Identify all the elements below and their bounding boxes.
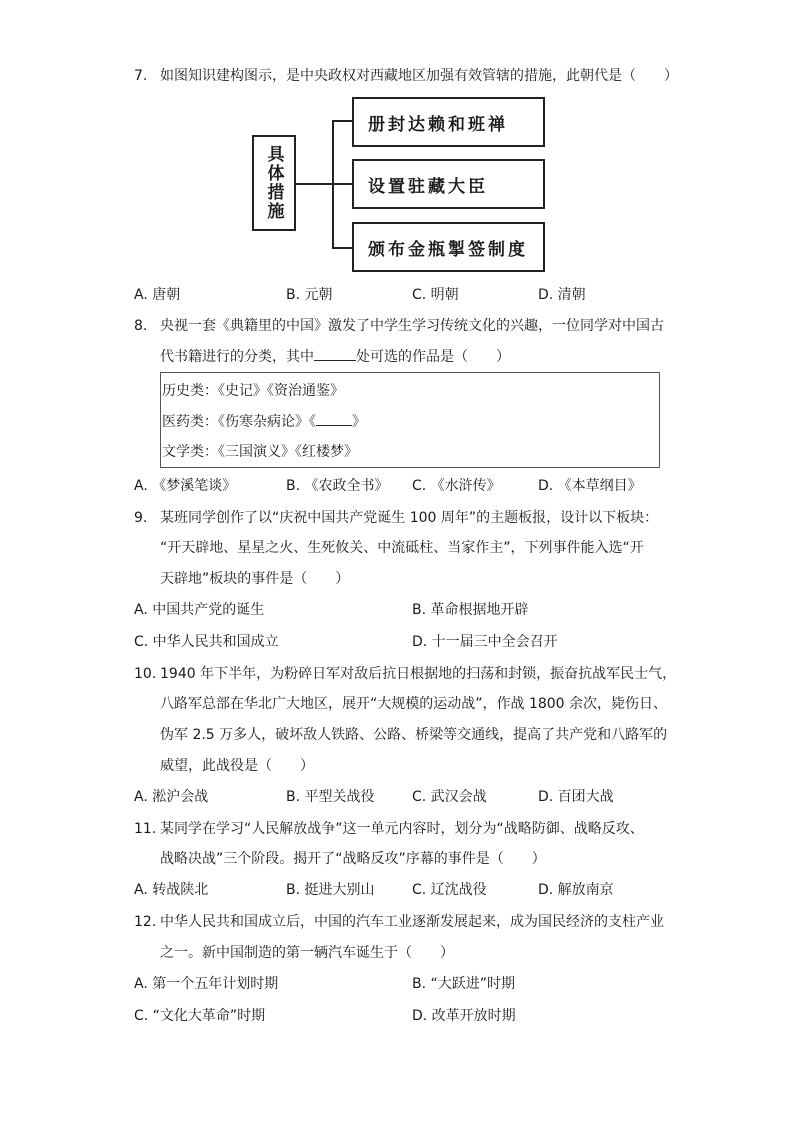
- q8-table-row-medicine: [162, 411, 366, 433]
- q11-number: 11.: [134, 821, 157, 837]
- diagram-item-1: 册封达赖和班禅: [352, 97, 545, 147]
- q7-option-c[interactable]: C. 明朝: [412, 287, 459, 303]
- q7-number: 7.: [134, 68, 148, 84]
- q8-classification-table: [160, 372, 660, 468]
- q7-option-b[interactable]: B. 元朝: [286, 287, 333, 303]
- q11-stem-line2: 战略决战”三个阶段。揭开了“战略反攻”序幕的事件是（ ）: [160, 851, 546, 867]
- q8-option-b[interactable]: B. 《农政全书》: [286, 478, 389, 494]
- q10-stem-line2: 八路军总部在华北广大地区，展开“大规模的运动战”，作战 1800 余次，毙伤日、: [160, 696, 668, 712]
- diagram-connector-2: [332, 183, 352, 185]
- q8-table-row-literature: 文学类：《三国演义》《红楼梦》: [162, 444, 358, 460]
- q10-option-a[interactable]: A. 淞沪会战: [134, 789, 209, 805]
- diagram-item-3: 颁布金瓶掣签制度: [352, 222, 545, 272]
- q9-option-b[interactable]: B. 革命根据地开辟: [412, 602, 529, 618]
- q10-option-d[interactable]: D. 百团大战: [538, 789, 614, 805]
- diagram-connector-main: [296, 183, 332, 185]
- diagram-connector-1: [332, 120, 352, 122]
- q11-option-a[interactable]: A. 转战陕北: [134, 882, 209, 898]
- q11-option-d[interactable]: D. 解放南京: [538, 882, 614, 898]
- q10-option-b[interactable]: B. 平型关战役: [286, 789, 375, 805]
- diagram-root-label: 具体措施: [252, 135, 296, 231]
- q8-option-a[interactable]: A. 《梦溪笔谈》: [134, 478, 237, 494]
- diagram-connector-3: [332, 247, 352, 249]
- q9-number: 9.: [134, 510, 148, 526]
- q8-table-row-history: 历史类：《史记》《资治通鉴》: [162, 383, 344, 399]
- q9-stem-line2: “开天辟地、星星之火、生死攸关、中流砥柱、当家作主”，下列事件能入选“开: [160, 540, 644, 556]
- q10-number: 10.: [134, 666, 157, 682]
- q9-option-c[interactable]: C. 中华人民共和国成立: [134, 634, 279, 650]
- q8-option-c[interactable]: C. 《水浒传》: [412, 478, 501, 494]
- q8-stem-line2-a: 代书籍进行的分类，其中: [160, 349, 314, 365]
- q10-stem-line1: 1940 年下半年，为粉碎日军对敌后抗日根据地的扫荡和封锁，振奋抗战军民士气，: [160, 666, 677, 682]
- q11-option-c[interactable]: C. 辽沈战役: [412, 882, 487, 898]
- q12-option-b[interactable]: B. “大跃进”时期: [412, 976, 516, 992]
- q7-stem: 如图知识建构图示，是中央政权对西藏地区加强有效管辖的措施，此朝代是（ ）: [160, 68, 678, 84]
- q10-stem-line3: 伪军 2.5 万多人，破坏敌人铁路、公路、桥梁等交通线，提高了共产党和八路军的: [160, 727, 668, 743]
- q7-option-a[interactable]: A. 唐朝: [134, 287, 181, 303]
- q7-option-d[interactable]: D. 清朝: [538, 287, 586, 303]
- q8-table-row-medicine-a: 医药类：《伤寒杂病论》《: [162, 414, 316, 430]
- q7-knowledge-diagram: [250, 95, 550, 275]
- q8-blank: [314, 346, 356, 361]
- q9-option-a[interactable]: A. 中国共产党的诞生: [134, 602, 265, 618]
- q8-stem-line2: [160, 346, 510, 366]
- q12-number: 12.: [134, 914, 157, 930]
- q8-stem-line1: 央视一套《典籍里的中国》激发了中学生学习传统文化的兴趣，一位同学对中国古: [160, 318, 664, 334]
- q12-option-c[interactable]: C. “文化大革命”时期: [134, 1008, 266, 1024]
- q12-stem-line1: 中华人民共和国成立后，中国的汽车工业逐渐发展起来，成为国民经济的支柱产业: [160, 914, 664, 930]
- q12-option-a[interactable]: A. 第一个五年计划时期: [134, 976, 279, 992]
- q8-table-row-medicine-b: 》: [352, 414, 366, 430]
- q8-option-d[interactable]: D. 《本草纲目》: [538, 478, 642, 494]
- q12-option-d[interactable]: D. 改革开放时期: [412, 1008, 516, 1024]
- diagram-item-2: 设置驻藏大臣: [352, 159, 545, 209]
- q12-stem-line2: 之一。新中国制造的第一辆汽车诞生于（ ）: [160, 945, 454, 961]
- q8-table-blank: [316, 411, 352, 426]
- q9-stem-line1: 某班同学创作了以“庆祝中国共产党诞生 100 周年”的主题板报，设计以下板块：: [160, 510, 659, 526]
- q10-stem-line4: 威望，此战役是（ ）: [160, 758, 314, 774]
- q8-stem-line2-b: 处可选的作品是（ ）: [356, 349, 510, 365]
- q11-option-b[interactable]: B. 挺进大别山: [286, 882, 375, 898]
- q9-stem-line3: 天辟地”板块的事件是（ ）: [160, 571, 350, 587]
- q11-stem-line1: 某同学在学习“人民解放战争”这一单元内容时，划分为“战略防御、战略反攻、: [160, 821, 644, 837]
- q9-option-d[interactable]: D. 十一届三中全会召开: [412, 634, 558, 650]
- q8-number: 8.: [134, 318, 148, 334]
- q10-option-c[interactable]: C. 武汉会战: [412, 789, 487, 805]
